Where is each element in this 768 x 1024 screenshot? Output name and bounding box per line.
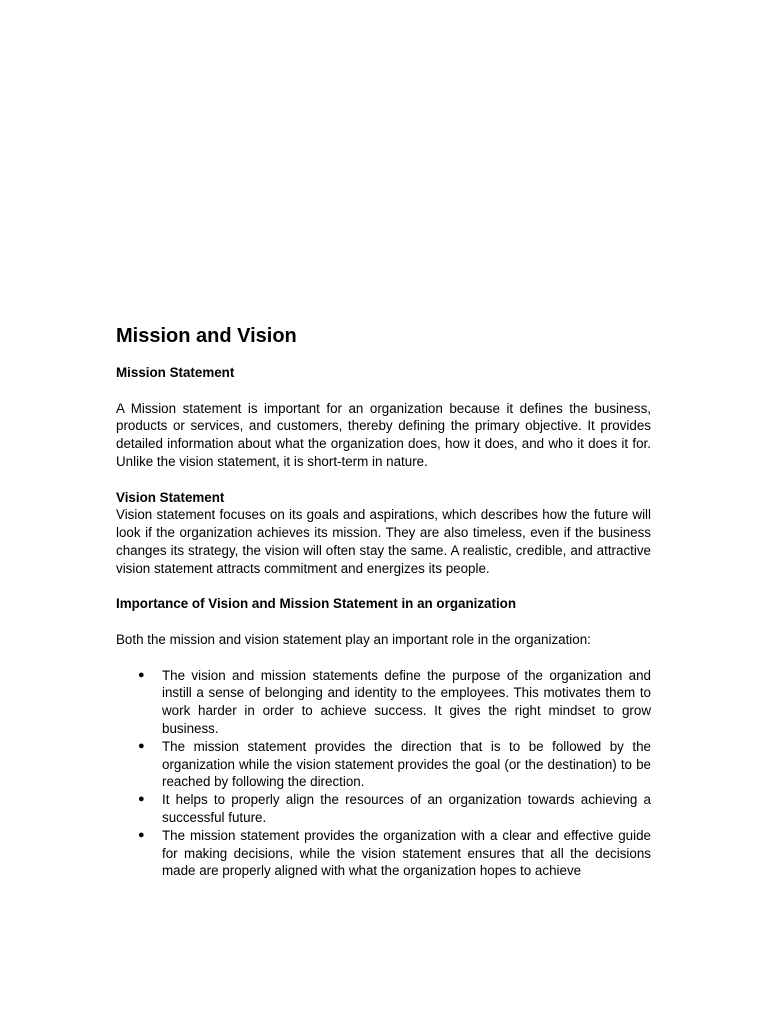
mission-paragraph: A Mission statement is important for an organization because it defines the business, products or services, and customers, thereby defining the primary objective. It provides detailed information about what the organization does, how it does, and who it does it for. Unlike the vision statement, it is short-term in nature. (116, 400, 651, 469)
document-page (116, 322, 651, 880)
importance-list (116, 667, 651, 881)
list-item (116, 738, 651, 791)
mission-heading: Mission Statement (116, 365, 235, 380)
importance-heading: Importance of Vision and Mission Statement in an organization (116, 596, 517, 612)
list-item (116, 791, 651, 827)
list-item-text: The vision and mission statements define the purpose of the organization and instill a sense of belonging and identity to the employees. This motivates them to work harder in order to achieve success. It gives the right mindset to grow business. (162, 667, 651, 736)
bullet-icon: ● (138, 668, 145, 681)
bullet-icon: ● (138, 793, 145, 806)
importance-intro: Both the mission and vision statement play an important role in the organization: (116, 631, 591, 647)
list-item-text: It helps to properly align the resources of an organization towards achieving a successful future. (162, 792, 651, 825)
list-item-text: The mission statement provides the direction that is to be followed by the organization while the vision statement provides the goal (or the destination) to be reached by following the direction. (162, 738, 651, 790)
list-item-text: The mission statement provides the organization with a clear and effective guide for making decisions, while the vision statement ensures that all the decisions made are properly aligned with what the organization hopes to achieve (162, 827, 651, 879)
list-item (116, 667, 651, 738)
bullet-icon: ● (138, 828, 145, 841)
vision-heading: Vision Statement (116, 489, 225, 505)
vision-paragraph: Vision statement focuses on its goals and aspirations, which describes how the future will look if the organization achieves its mission. They are also timeless, even if the business changes its strategy, the vision will often stay the same. A realistic, credible, and attractive vision statement attracts commitment and energizes its people. (116, 507, 651, 576)
page-title: Mission and Vision (116, 325, 297, 347)
bullet-icon: ● (138, 739, 145, 752)
list-item (116, 827, 651, 880)
